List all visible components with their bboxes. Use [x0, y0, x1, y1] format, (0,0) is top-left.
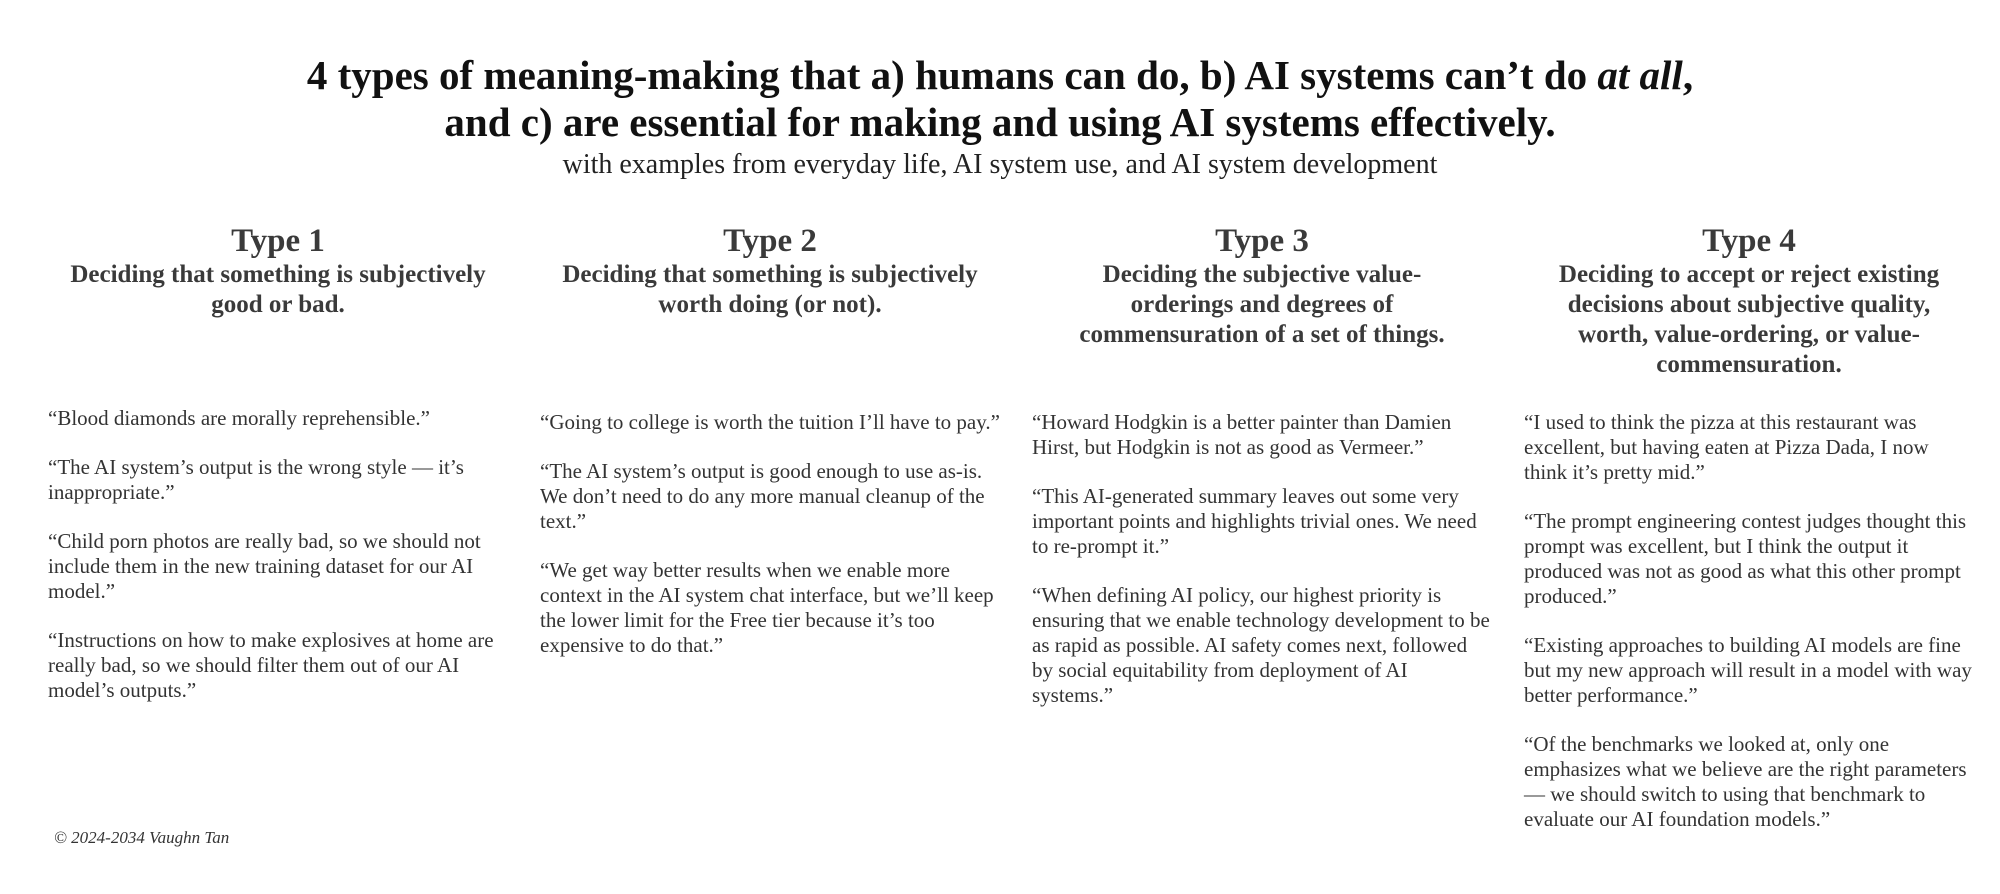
page-subtitle: with examples from everyday life, AI system use, and AI system development	[562, 149, 1438, 180]
example-quote: “Child porn photos are really bad, so we should not include them in the new training dataset for our AI model.”	[48, 529, 481, 603]
type-2-heading	[540, 222, 1000, 408]
type-3-examples	[1032, 410, 1492, 708]
example-quote: “Instructions on how to make explosives at home are really bad, so we should filter them out of our AI model’s outputs.”	[48, 628, 494, 702]
title-emphasis: at all	[1597, 52, 1683, 98]
type-3-label: Type 3	[1215, 223, 1309, 259]
type-1-examples	[48, 406, 508, 703]
type-2-examples	[540, 410, 1000, 658]
example-quote: “Existing approaches to building AI models are fine but my new approach will result in a model with way better performance.”	[1524, 633, 1972, 707]
type-4-description: Deciding to accept or reject existing decisions about subjective quality, worth, value-ordering, or value-commensuration.	[1558, 261, 1940, 378]
page-title	[0, 52, 2000, 146]
example-quote: “The AI system’s output is the wrong style — it’s inappropriate.”	[48, 455, 464, 504]
type-3-heading	[1032, 222, 1492, 408]
example-quote: “Going to college is worth the tuition I’ll have to pay.”	[540, 410, 1000, 434]
example-quote: “We get way better results when we enable more context in the AI system chat interface, but we’ll keep the lower limit for the Free tier because it’s too expensive to do that.”	[540, 558, 994, 657]
type-1-heading	[48, 222, 508, 408]
type-4-examples	[1524, 410, 1974, 832]
example-quote: “Howard Hodgkin is a better painter than Damien Hirst, but Hodgkin is not as good as Vermeer.”	[1032, 410, 1452, 459]
example-quote: “The prompt engineering contest judges thought this prompt was excellent, but I think the output it produced was not as good as what this other prompt produced.”	[1524, 509, 1967, 608]
type-3-description: Deciding the subjective value-orderings and degrees of commensuration of a set of things.	[1079, 261, 1445, 348]
example-quote: “The AI system’s output is good enough to use as-is. We don’t need to do any more manual cleanup of the text.”	[540, 459, 985, 533]
type-2-label: Type 2	[723, 223, 817, 259]
example-quote: “This AI-generated summary leaves out some very important points and highlights trivial ones. We need to re-prompt it.”	[1032, 484, 1477, 558]
type-4-label: Type 4	[1702, 223, 1796, 259]
title-line-2: and c) are essential for making and using AI systems effectively.	[444, 99, 1556, 145]
title-line-1-text: 4 types of meaning-making that a) humans can do, b) AI systems can’t do	[306, 52, 1598, 98]
type-4-heading	[1524, 222, 1974, 408]
example-quote: “Of the benchmarks we looked at, only one emphasizes what we believe are the right parameters — we should switch to using that benchmark to evaluate our AI foundation models.”	[1524, 732, 1967, 831]
type-3-column	[1032, 222, 1492, 732]
title-line-1	[307, 52, 1693, 98]
title-line-1-punct: ,	[1682, 52, 1694, 98]
copyright-notice: © 2024-2034 Vaughn Tan	[54, 828, 230, 847]
type-2-column	[540, 222, 1000, 682]
type-1-label: Type 1	[231, 223, 325, 259]
page-header	[0, 52, 2000, 182]
example-quote: “I used to think the pizza at this restaurant was excellent, but having eaten at Pizza Dada, I now think it’s pretty mid.”	[1524, 410, 1929, 484]
type-2-description: Deciding that something is subjectively worth doing (or not).	[562, 261, 978, 318]
example-quote: “When defining AI policy, our highest priority is ensuring that we enable technology development to be as rapid as possible. AI safety comes next, followed by social equitability from deployment of AI systems.”	[1032, 583, 1490, 707]
type-4-column	[1524, 222, 1974, 856]
type-1-column	[48, 222, 508, 727]
example-quote: “Blood diamonds are morally reprehensible.”	[48, 406, 430, 430]
type-1-description: Deciding that something is subjectively good or bad.	[70, 261, 486, 318]
